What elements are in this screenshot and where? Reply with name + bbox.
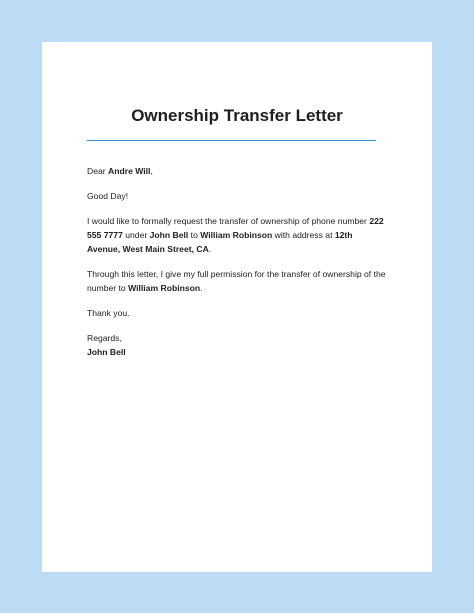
new-owner-name: William Robinson: [200, 230, 273, 240]
permission-text-2: .: [200, 283, 203, 293]
signature-name: John Bell: [87, 347, 126, 357]
request-paragraph: [87, 214, 387, 256]
thanks-line: Thank you.: [87, 308, 130, 318]
salutation: [87, 164, 387, 178]
permission-new-owner-name: William Robinson: [128, 283, 201, 293]
request-text-1: I would like to formally request the transfer of ownership of phone number: [87, 216, 370, 226]
request-text-5: .: [208, 244, 212, 254]
request-text-4: with address at: [272, 230, 335, 240]
letter-page: [42, 42, 432, 572]
title-divider: [87, 140, 376, 141]
permission-paragraph: [87, 267, 387, 295]
salutation-prefix: Dear: [87, 166, 109, 176]
permission-text-1: Through this letter, I give my full permission for the transfer of ownership of the number to: [87, 269, 386, 293]
letter-title: Ownership Transfer Letter: [131, 106, 343, 125]
request-text-3: to: [188, 230, 201, 240]
phone-number: 222 555 7777: [87, 216, 384, 240]
recipient-name: Andre Will: [108, 166, 151, 176]
letter-body: [87, 164, 387, 370]
current-owner-name: John Bell: [149, 230, 189, 240]
new-owner-address: 12th Avenue, West Main Street, CA: [87, 230, 353, 254]
opening-line: Good Day!: [87, 191, 129, 201]
request-text-2: under: [122, 230, 150, 240]
closing-block: [87, 331, 387, 359]
salutation-suffix: ,: [150, 166, 153, 176]
closing-line: Regards,: [87, 333, 122, 343]
